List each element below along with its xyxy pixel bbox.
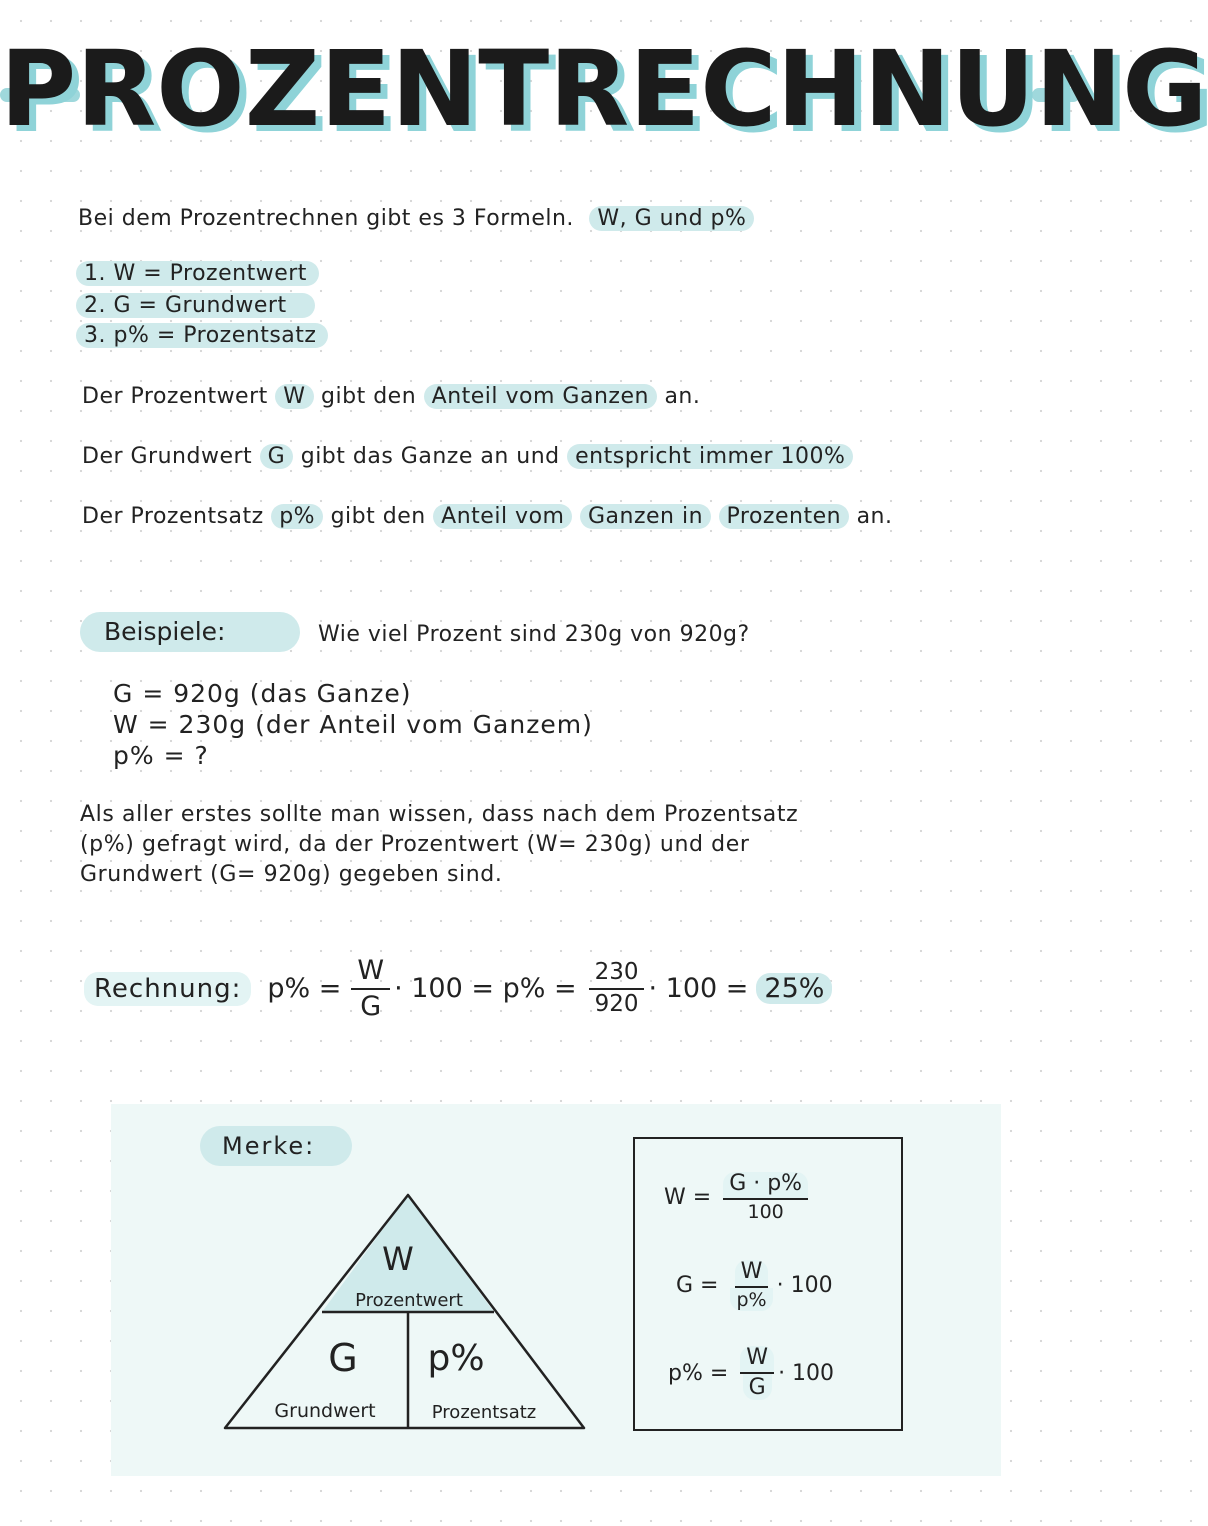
example-question: Wie viel Prozent sind 230g von 920g?	[318, 622, 750, 647]
triangle-w-symbol: W	[382, 1240, 414, 1278]
explanation-p-symbol: p%	[271, 504, 323, 529]
explanation-g-highlight: entspricht immer 100%	[567, 444, 853, 469]
triangle-w-label: Prozentwert	[355, 1290, 463, 1311]
triangle-p-label: Prozentsatz	[431, 1402, 537, 1423]
formula-g-denominator: p%	[730, 1288, 772, 1311]
formula-w-numerator: G · p%	[723, 1172, 808, 1200]
calculation-fraction-1-denominator: G	[360, 990, 382, 1022]
explanation-g-subject: Der Grundwert	[82, 444, 253, 469]
definition-g: 2. G = Grundwert	[76, 293, 315, 318]
triangle-g-label: Grundwert	[274, 1400, 376, 1422]
triangle-p-symbol: p%	[427, 1338, 485, 1379]
example-label: Beispiele:	[80, 612, 300, 652]
formula-g-numerator: W	[735, 1260, 769, 1288]
explanation-w-symbol: W	[275, 384, 313, 409]
calculation-fraction-1-numerator: W	[351, 956, 390, 990]
example-given-w: W = 230g (der Anteil vom Ganzem)	[113, 710, 593, 739]
calculation-label: Rechnung:	[84, 972, 251, 1006]
formula-g-tail: · 100	[776, 1273, 833, 1299]
formula-p-lhs: p% =	[668, 1360, 729, 1386]
formula-p-fraction	[740, 1346, 774, 1400]
formula-p-numerator: W	[740, 1346, 774, 1374]
explanation-g-verb: gibt das Ganze an und	[300, 444, 560, 469]
explanation-w-subject: Der Prozentwert	[82, 384, 268, 409]
intro-highlight: W, G und p%	[589, 206, 754, 231]
formula-p-denominator: G	[743, 1374, 772, 1400]
example-paragraph-line-2: (p%) gefragt wird, da der Prozentwert (W= 230g) und der	[80, 832, 750, 857]
calculation-mid: · 100 = p% =	[394, 973, 577, 1005]
explanation-w-end: an.	[664, 384, 701, 409]
merke-label: Merke:	[200, 1126, 352, 1166]
explanation-p-highlight-1: Anteil vom	[433, 504, 572, 529]
definition-w: 1. W = Prozentwert	[76, 261, 319, 286]
page-title: PROZENTRECHNUNG	[0, 28, 1208, 150]
explanation-w-verb: gibt den	[321, 384, 417, 409]
formula-w	[664, 1172, 812, 1223]
formula-p	[668, 1346, 834, 1400]
explanation-p-subject: Der Prozentsatz	[82, 504, 264, 529]
explanation-p-highlight-3: Prozenten	[719, 504, 850, 529]
intro-text: Bei dem Prozentrechnen gibt es 3 Formeln.	[78, 206, 574, 231]
formula-w-denominator: 100	[747, 1201, 784, 1224]
calculation-result: 25%	[756, 973, 832, 1004]
calculation-tail: · 100 =	[648, 973, 749, 1005]
formula-g-lhs: G =	[676, 1273, 719, 1299]
definition-p: 3. p% = Prozentsatz	[76, 323, 328, 348]
calculation-lhs: p% =	[267, 973, 342, 1005]
explanation-w-highlight: Anteil vom Ganzen	[424, 384, 657, 409]
calculation-fraction-2-denominator: 920	[594, 990, 639, 1017]
explanation-g-symbol: G	[260, 444, 294, 469]
example-given-p: p% = ?	[113, 741, 209, 770]
formula-p-tail: · 100	[778, 1360, 835, 1386]
formula-w-lhs: W =	[664, 1185, 712, 1211]
formula-g	[676, 1260, 833, 1311]
explanation-p-highlight-2: Ganzen in	[580, 504, 711, 529]
formula-w-fraction	[723, 1172, 808, 1223]
example-paragraph-line-1: Als aller erstes sollte man wissen, dass nach dem Prozentsatz	[80, 802, 799, 827]
formula-g-fraction	[730, 1260, 772, 1311]
explanation-p-verb: gibt den	[330, 504, 426, 529]
explanation-p-end: an.	[856, 504, 893, 529]
example-given-g: G = 920g (das Ganze)	[113, 679, 412, 708]
example-paragraph-line-3: Grundwert (G= 920g) gegeben sind.	[80, 862, 503, 887]
triangle-g-symbol: G	[328, 1336, 358, 1380]
calculation-fraction-2-numerator: 230	[589, 960, 645, 989]
